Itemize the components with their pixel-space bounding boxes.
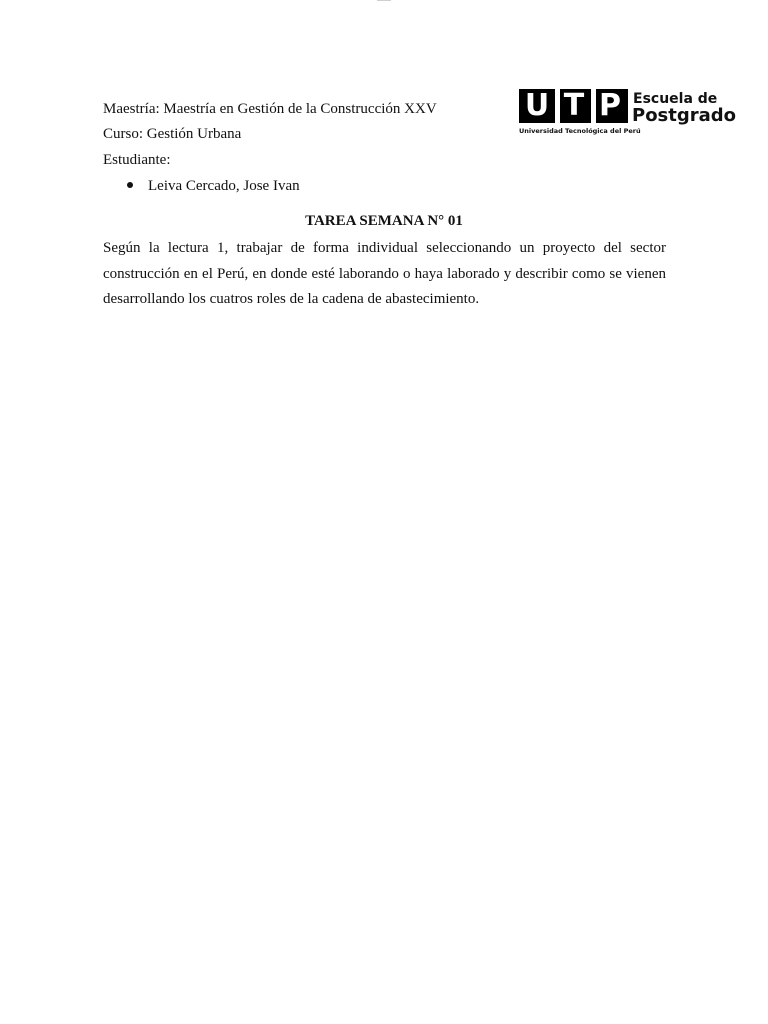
logo-postgrado-text: Postgrado [632, 105, 737, 126]
page-top-mark [377, 0, 391, 1]
curso-line: Curso: Gestión Urbana [103, 126, 242, 142]
assignment-description: Según la lectura 1, trabajar de forma individual seleccionando un proyecto del sector construcción en el Perú, en donde esté laborando o haya laborado y describir como se vienen desarrollando los cuatros roles de la cadena de abastecimiento. [103, 240, 666, 307]
utp-logo [519, 88, 737, 137]
estudiante-label: Estudiante: [103, 152, 171, 168]
logo-letter-t: T [563, 88, 585, 123]
assignment-title: TAREA SEMANA N° 01 [305, 213, 463, 229]
logo-utp-block [519, 89, 628, 123]
bullet-icon [127, 182, 133, 188]
logo-letter-u: U [524, 88, 550, 123]
student-list-item [127, 176, 300, 196]
student-name: Leiva Cercado, Jose Ivan [148, 178, 300, 194]
logo-escuela-text: Escuela de [633, 91, 718, 107]
logo-university-text: Universidad Tecnológica del Perú [519, 127, 641, 135]
logo-letter-p: P [599, 88, 621, 123]
maestria-line: Maestría: Maestría en Gestión de la Construcción XXV [103, 101, 437, 117]
